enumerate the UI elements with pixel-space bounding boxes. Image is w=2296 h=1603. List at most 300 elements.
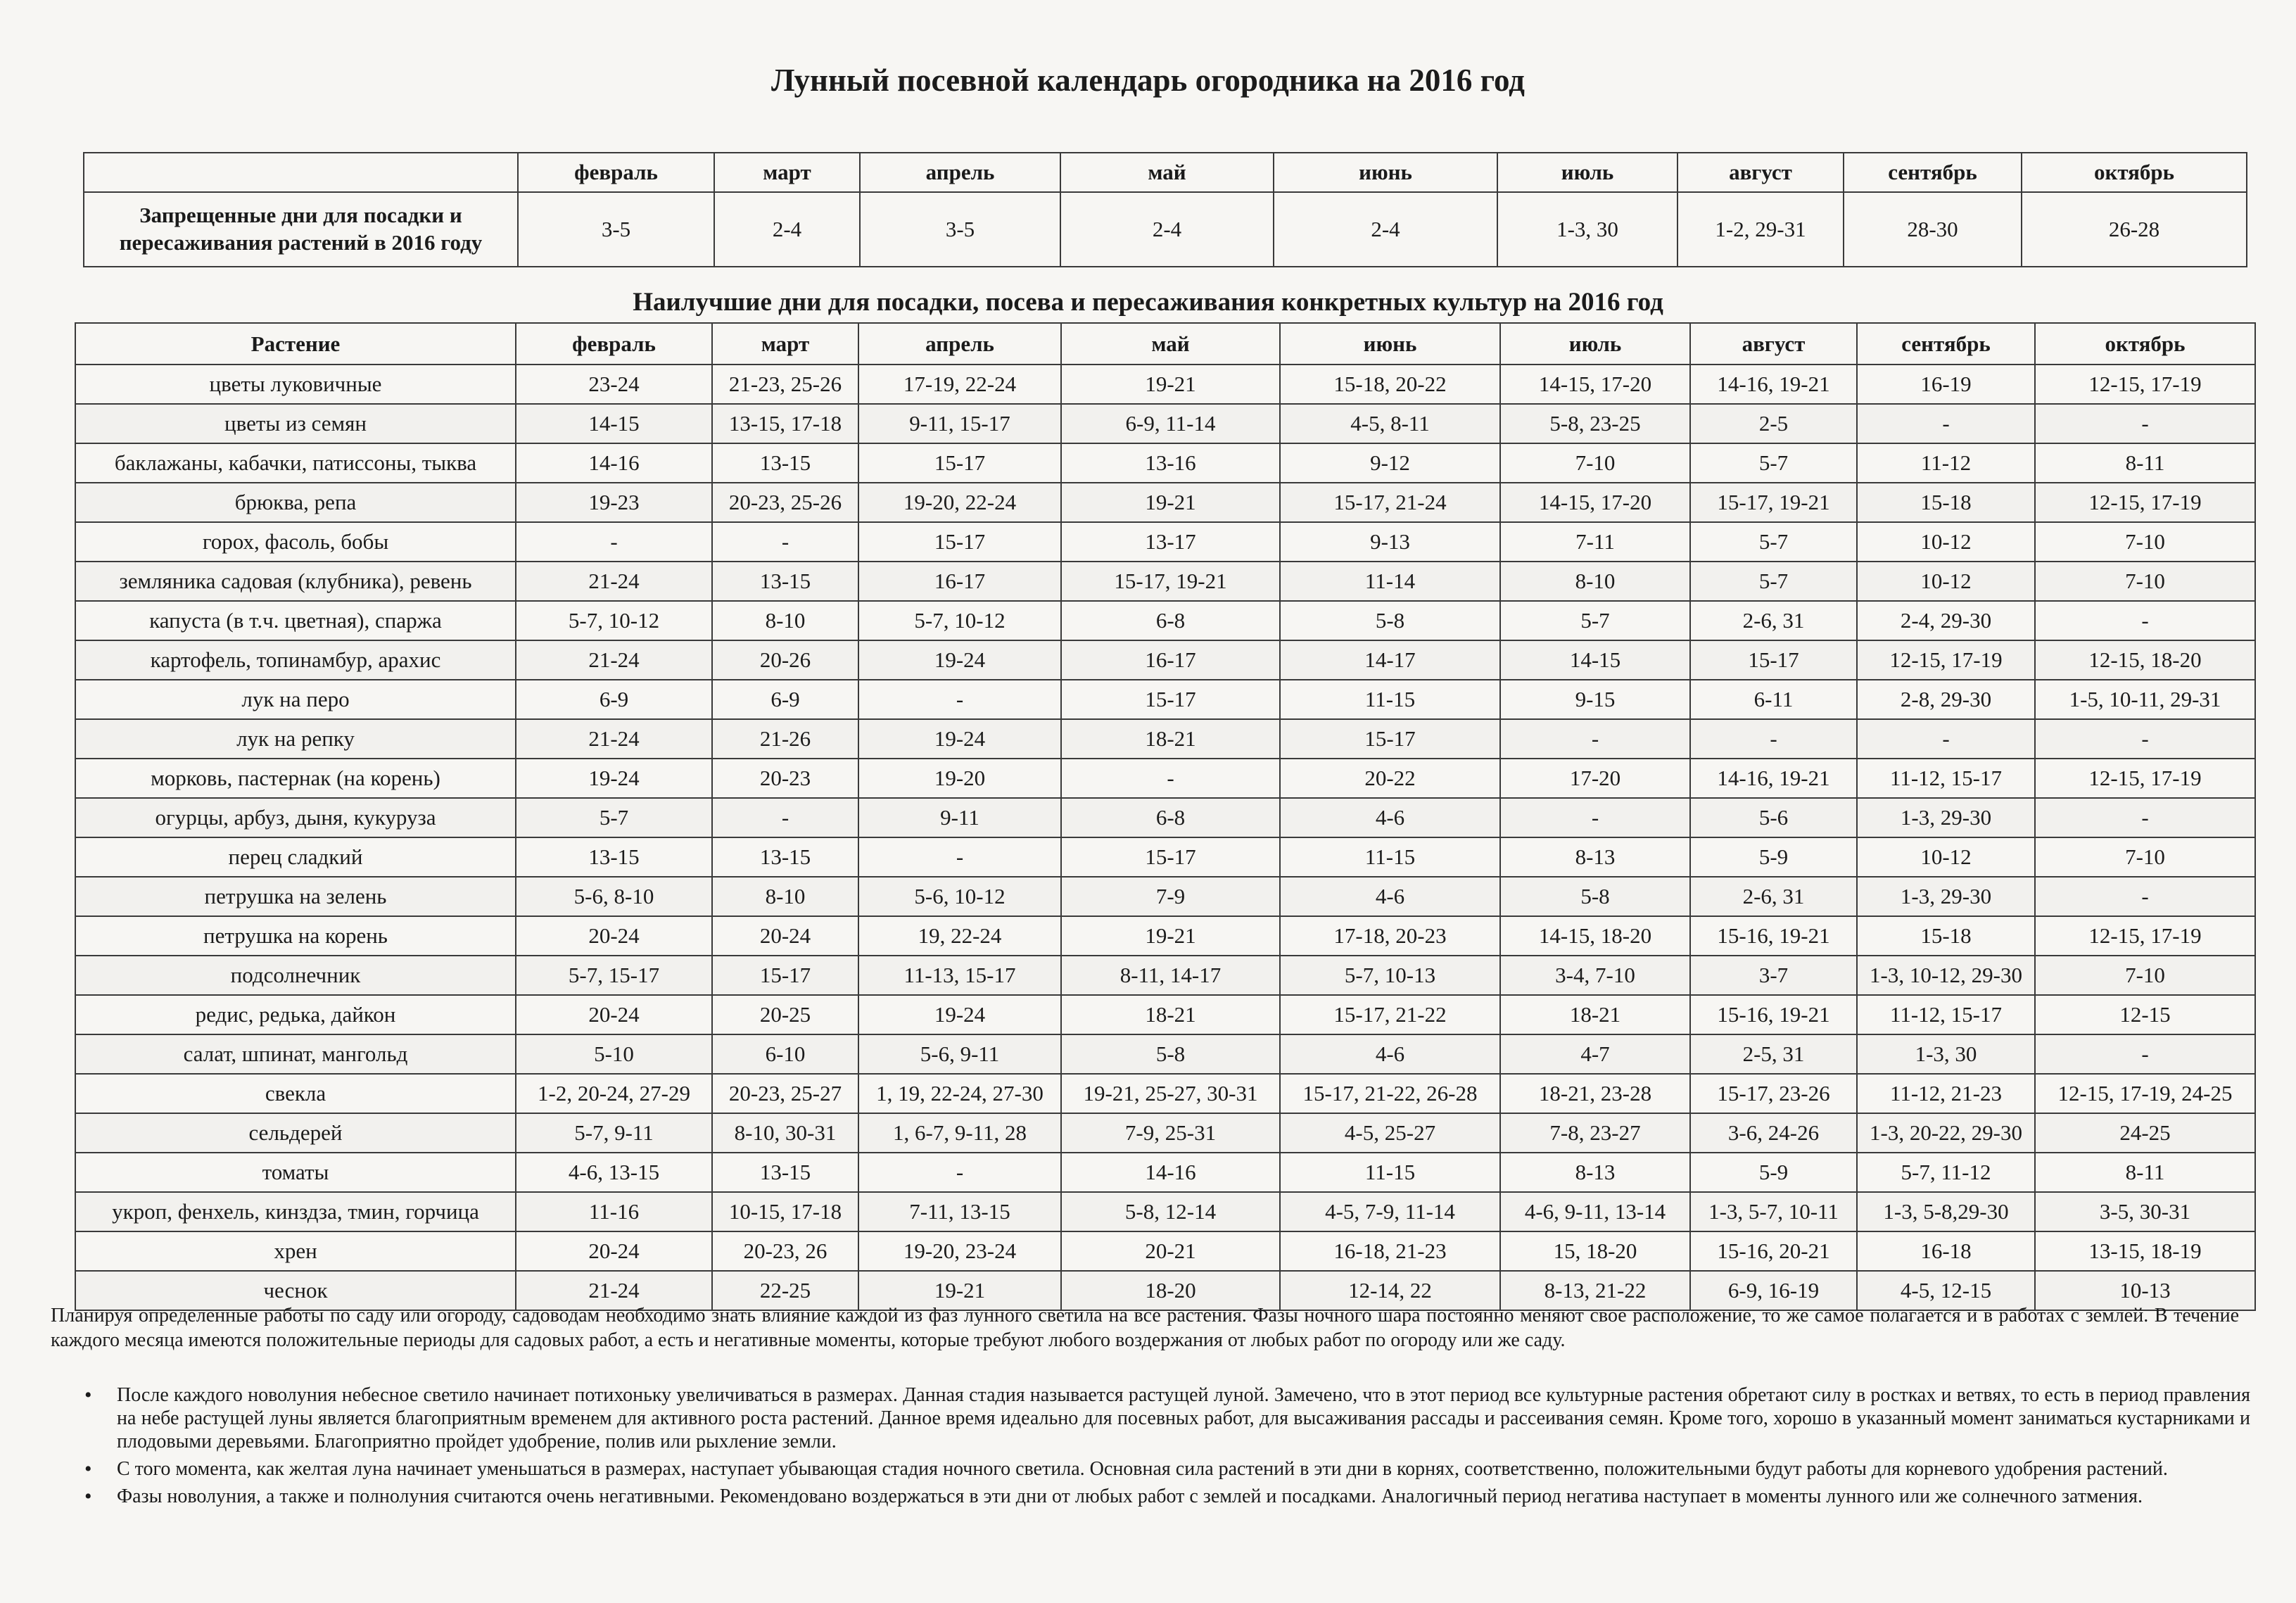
- days-cell: 19-20, 22-24: [858, 483, 1061, 522]
- days-cell: 12-14, 22: [1280, 1271, 1500, 1310]
- days-cell: 4-5, 8-11: [1280, 404, 1500, 443]
- days-cell: 11-15: [1280, 837, 1500, 877]
- days-cell: 3-5, 30-31: [2035, 1192, 2255, 1231]
- days-cell: 4-6: [1280, 798, 1500, 837]
- plant-row: [75, 562, 2255, 601]
- note-waxing-moon: [83, 1383, 2250, 1453]
- days-cell: 18-21, 23-28: [1500, 1074, 1690, 1113]
- days-cell: 13-16: [1061, 443, 1280, 483]
- days-cell: 18-20: [1061, 1271, 1280, 1310]
- plant-row: [75, 365, 2255, 404]
- days-cell: 15-17: [712, 956, 858, 995]
- best-days-table: [75, 322, 2256, 1311]
- days-cell: 2-6, 31: [1690, 877, 1857, 916]
- days-cell: 7-8, 23-27: [1500, 1113, 1690, 1153]
- month-header: апрель: [858, 323, 1061, 365]
- days-cell: 16-17: [1061, 640, 1280, 680]
- days-cell: 8-10, 30-31: [712, 1113, 858, 1153]
- days-cell: 19-24: [858, 719, 1061, 759]
- days-cell: 19-20: [858, 759, 1061, 798]
- days-cell: 20-24: [516, 916, 712, 956]
- days-cell: 5-7, 15-17: [516, 956, 712, 995]
- best-days-body: [75, 365, 2255, 1310]
- days-cell: 1, 19, 22-24, 27-30: [858, 1074, 1061, 1113]
- days-cell: 9-15: [1500, 680, 1690, 719]
- days-cell: 23-24: [516, 365, 712, 404]
- days-cell: 5-7: [1690, 562, 1857, 601]
- days-cell: 20-22: [1280, 759, 1500, 798]
- days-cell: 2-5: [1690, 404, 1857, 443]
- days-cell: 9-13: [1280, 522, 1500, 562]
- month-header: май: [1061, 323, 1280, 365]
- plant-row: [75, 1153, 2255, 1192]
- days-cell: 13-15, 18-19: [2035, 1231, 2255, 1271]
- days-cell: -: [2035, 719, 2255, 759]
- month-header: апрель: [860, 153, 1060, 192]
- days-cell: 14-15, 17-20: [1500, 483, 1690, 522]
- days-cell: 5-6, 8-10: [516, 877, 712, 916]
- days-cell: 20-25: [712, 995, 858, 1034]
- days-cell: 15-17: [858, 443, 1061, 483]
- days-cell: -: [2035, 798, 2255, 837]
- days-cell: 5-7, 10-13: [1280, 956, 1500, 995]
- days-cell: 4-6: [1280, 877, 1500, 916]
- days-cell: 1, 6-7, 9-11, 28: [858, 1113, 1061, 1153]
- days-cell: 14-15: [516, 404, 712, 443]
- plant-name: земляника садовая (клубника), ревень: [75, 562, 516, 601]
- days-cell: 7-9, 25-31: [1061, 1113, 1280, 1153]
- days-cell: 5-8, 23-25: [1500, 404, 1690, 443]
- forbidden-days-cell: 3-5: [860, 192, 1060, 267]
- plant-name: укроп, фенхель, кинздза, тмин, горчица: [75, 1192, 516, 1231]
- days-cell: 13-15: [712, 562, 858, 601]
- note-text: После каждого новолуния небесное светило начинает потихоньку увеличиваться в размерах. Данная стадия называется растущей луной. Замечено, что в этот период все культурные растения обретают силу в ростках и ветвях, то есть в период правления на небе растущей луны является благоприятным временем для активного роста растений. Данное время идеально для посевных работ, для высаживания рассады и рассеивания семян. Кроме того, хорошо в указанный момент заниматься кустарниками и плодовыми деревьями. Благоприятно пройдет удобрение, полив или рыхление земли.: [117, 1384, 2250, 1452]
- plant-name: хрен: [75, 1231, 516, 1271]
- days-cell: 15-17, 19-21: [1061, 562, 1280, 601]
- days-cell: 6-11: [1690, 680, 1857, 719]
- days-cell: 19-21: [1061, 483, 1280, 522]
- plant-name: лук на репку: [75, 719, 516, 759]
- days-cell: 4-6, 9-11, 13-14: [1500, 1192, 1690, 1231]
- plant-name: морковь, пастернак (на корень): [75, 759, 516, 798]
- days-cell: 5-7: [1500, 601, 1690, 640]
- days-cell: -: [1061, 759, 1280, 798]
- days-cell: -: [516, 522, 712, 562]
- days-cell: 15, 18-20: [1500, 1231, 1690, 1271]
- days-cell: 10-12: [1857, 837, 2035, 877]
- days-cell: 19-23: [516, 483, 712, 522]
- days-cell: 15-17, 19-21: [1690, 483, 1857, 522]
- days-cell: 14-16, 19-21: [1690, 365, 1857, 404]
- month-header: июнь: [1274, 153, 1497, 192]
- days-cell: 4-7: [1500, 1034, 1690, 1074]
- days-cell: 11-15: [1280, 680, 1500, 719]
- days-cell: 1-3, 5-7, 10-11: [1690, 1192, 1857, 1231]
- days-cell: -: [712, 522, 858, 562]
- days-cell: 2-8, 29-30: [1857, 680, 2035, 719]
- days-cell: 14-16: [516, 443, 712, 483]
- plant-row: [75, 798, 2255, 837]
- forbidden-days-cell: 2-4: [1274, 192, 1497, 267]
- days-cell: 10-12: [1857, 522, 2035, 562]
- days-cell: 5-6: [1690, 798, 1857, 837]
- days-cell: 15-17: [858, 522, 1061, 562]
- days-cell: 8-10: [712, 877, 858, 916]
- plant-name: салат, шпинат, мангольд: [75, 1034, 516, 1074]
- days-cell: 21-23, 25-26: [712, 365, 858, 404]
- days-cell: 8-13: [1500, 1153, 1690, 1192]
- month-header: май: [1060, 153, 1274, 192]
- month-header: август: [1690, 323, 1857, 365]
- days-cell: 14-16: [1061, 1153, 1280, 1192]
- days-cell: 5-9: [1690, 837, 1857, 877]
- month-header: сентябрь: [1844, 153, 2022, 192]
- days-cell: 12-15, 17-19: [2035, 759, 2255, 798]
- days-cell: 11-16: [516, 1192, 712, 1231]
- note-text: Фазы новолуния, а также и полнолуния считаются очень негативными. Рекомендовано воздержаться в эти дни от любых работ с землей и посадками. Аналогичный период негатива наступает в моменты лунного или же солнечного затмения.: [117, 1485, 2143, 1507]
- days-cell: 5-8: [1500, 877, 1690, 916]
- days-cell: 3-4, 7-10: [1500, 956, 1690, 995]
- plant-name: картофель, топинамбур, арахис: [75, 640, 516, 680]
- days-cell: 12-15, 17-19: [2035, 483, 2255, 522]
- days-cell: 13-15: [712, 1153, 858, 1192]
- days-cell: 15-17: [1280, 719, 1500, 759]
- days-cell: 17-20: [1500, 759, 1690, 798]
- days-cell: 19-21: [858, 1271, 1061, 1310]
- forbidden-days-cell: 2-4: [1060, 192, 1274, 267]
- days-cell: 4-6: [1280, 1034, 1500, 1074]
- days-cell: 10-13: [2035, 1271, 2255, 1310]
- days-cell: -: [2035, 601, 2255, 640]
- plant-row: [75, 404, 2255, 443]
- days-cell: 2-5, 31: [1690, 1034, 1857, 1074]
- plant-row: [75, 522, 2255, 562]
- days-cell: 5-7: [516, 798, 712, 837]
- days-cell: 4-5, 25-27: [1280, 1113, 1500, 1153]
- days-cell: 14-16, 19-21: [1690, 759, 1857, 798]
- days-cell: 8-13, 21-22: [1500, 1271, 1690, 1310]
- forbidden-header-row: [84, 153, 2247, 192]
- days-cell: 5-8, 12-14: [1061, 1192, 1280, 1231]
- days-cell: 5-6, 10-12: [858, 877, 1061, 916]
- days-cell: 11-12, 21-23: [1857, 1074, 2035, 1113]
- days-cell: 18-21: [1061, 719, 1280, 759]
- note-new-full-moon: [83, 1485, 2250, 1508]
- plant-row: [75, 877, 2255, 916]
- days-cell: 21-24: [516, 1271, 712, 1310]
- days-cell: 1-3, 29-30: [1857, 798, 2035, 837]
- days-cell: 21-24: [516, 640, 712, 680]
- days-cell: 19-24: [858, 995, 1061, 1034]
- days-cell: 12-15, 17-19: [2035, 365, 2255, 404]
- days-cell: 5-7, 10-12: [516, 601, 712, 640]
- days-cell: 7-10: [2035, 956, 2255, 995]
- days-cell: 9-11, 15-17: [858, 404, 1061, 443]
- days-cell: 10-12: [1857, 562, 2035, 601]
- days-cell: 12-15: [2035, 995, 2255, 1034]
- days-cell: 19-24: [858, 640, 1061, 680]
- days-cell: 7-9: [1061, 877, 1280, 916]
- days-cell: 14-15, 17-20: [1500, 365, 1690, 404]
- best-header-row: [75, 323, 2255, 365]
- days-cell: 15-17: [1061, 680, 1280, 719]
- days-cell: 19-20, 23-24: [858, 1231, 1061, 1271]
- bullet-icon: •: [84, 1383, 92, 1407]
- month-header: октябрь: [2022, 153, 2247, 192]
- days-cell: 7-10: [1500, 443, 1690, 483]
- days-cell: 19-21, 25-27, 30-31: [1061, 1074, 1280, 1113]
- days-cell: 12-15, 17-19: [2035, 916, 2255, 956]
- days-cell: 7-11: [1500, 522, 1690, 562]
- days-cell: 4-5, 7-9, 11-14: [1280, 1192, 1500, 1231]
- days-cell: 14-15, 18-20: [1500, 916, 1690, 956]
- days-cell: -: [1690, 719, 1857, 759]
- days-cell: 13-17: [1061, 522, 1280, 562]
- days-cell: 8-11: [2035, 443, 2255, 483]
- plant-row: [75, 1074, 2255, 1113]
- note-text: С того момента, как желтая луна начинает уменьшаться в размерах, наступает убывающая стадия ночного светила. Основная сила растений в эти дни в корнях, соответственно, положительными будут работы для корневого удобрения растений.: [117, 1458, 2168, 1480]
- days-cell: 5-7: [1690, 443, 1857, 483]
- days-cell: 1-2, 20-24, 27-29: [516, 1074, 712, 1113]
- month-header: март: [714, 153, 860, 192]
- days-cell: 15-16, 20-21: [1690, 1231, 1857, 1271]
- days-cell: 6-9: [516, 680, 712, 719]
- days-cell: 15-16, 19-21: [1690, 916, 1857, 956]
- days-cell: 7-10: [2035, 522, 2255, 562]
- plant-name: горох, фасоль, бобы: [75, 522, 516, 562]
- days-cell: -: [858, 1153, 1061, 1192]
- days-cell: 14-17: [1280, 640, 1500, 680]
- days-cell: 6-9, 11-14: [1061, 404, 1280, 443]
- days-cell: 19-21: [1061, 916, 1280, 956]
- days-cell: 7-10: [2035, 562, 2255, 601]
- days-cell: 16-18, 21-23: [1280, 1231, 1500, 1271]
- days-cell: 19-21: [1061, 365, 1280, 404]
- bullet-icon: •: [84, 1457, 92, 1481]
- plant-name: сельдерей: [75, 1113, 516, 1153]
- days-cell: 1-5, 10-11, 29-31: [2035, 680, 2255, 719]
- plant-name: петрушка на корень: [75, 916, 516, 956]
- days-cell: 3-7: [1690, 956, 1857, 995]
- days-cell: 2-6, 31: [1690, 601, 1857, 640]
- plant-row: [75, 1034, 2255, 1074]
- month-header: июль: [1497, 153, 1677, 192]
- days-cell: 8-10: [712, 601, 858, 640]
- plant-name: цветы из семян: [75, 404, 516, 443]
- note-waning-moon: [83, 1457, 2250, 1481]
- days-cell: 15-17, 21-22, 26-28: [1280, 1074, 1500, 1113]
- plant-row: [75, 759, 2255, 798]
- days-cell: 9-11: [858, 798, 1061, 837]
- plant-name: цветы луковичные: [75, 365, 516, 404]
- days-cell: 4-6, 13-15: [516, 1153, 712, 1192]
- days-cell: 1-3, 5-8,29-30: [1857, 1192, 2035, 1231]
- days-cell: -: [2035, 877, 2255, 916]
- days-cell: 17-19, 22-24: [858, 365, 1061, 404]
- days-cell: 4-5, 12-15: [1857, 1271, 2035, 1310]
- days-cell: 5-8: [1061, 1034, 1280, 1074]
- days-cell: -: [1500, 798, 1690, 837]
- plant-row: [75, 956, 2255, 995]
- plant-name: томаты: [75, 1153, 516, 1192]
- days-cell: 20-24: [516, 1231, 712, 1271]
- forbidden-label: Запрещенные дни для посадки и пересаживания растений в 2016 году: [84, 192, 518, 267]
- days-cell: 1-3, 30: [1857, 1034, 2035, 1074]
- days-cell: 21-26: [712, 719, 858, 759]
- plant-row: [75, 640, 2255, 680]
- month-header: июнь: [1280, 323, 1500, 365]
- days-cell: 22-25: [712, 1271, 858, 1310]
- days-cell: 6-8: [1061, 798, 1280, 837]
- days-cell: 6-9: [712, 680, 858, 719]
- days-cell: 8-13: [1500, 837, 1690, 877]
- month-header: октябрь: [2035, 323, 2255, 365]
- days-cell: 16-19: [1857, 365, 2035, 404]
- days-cell: 12-15, 18-20: [2035, 640, 2255, 680]
- days-cell: -: [858, 837, 1061, 877]
- days-cell: 15-18: [1857, 483, 2035, 522]
- days-cell: 12-15, 17-19: [1857, 640, 2035, 680]
- forbidden-days-table: [83, 152, 2247, 267]
- days-cell: 5-7, 9-11: [516, 1113, 712, 1153]
- days-cell: 13-15: [712, 837, 858, 877]
- days-cell: -: [1857, 404, 2035, 443]
- days-cell: 7-10: [2035, 837, 2255, 877]
- plant-row: [75, 837, 2255, 877]
- days-cell: 20-23: [712, 759, 858, 798]
- days-cell: 15-16, 19-21: [1690, 995, 1857, 1034]
- forbidden-row: [84, 192, 2247, 267]
- plant-row: [75, 916, 2255, 956]
- month-header: сентябрь: [1857, 323, 2035, 365]
- days-cell: 14-15: [1500, 640, 1690, 680]
- days-cell: 20-23, 25-26: [712, 483, 858, 522]
- days-cell: 20-26: [712, 640, 858, 680]
- month-header: февраль: [516, 323, 712, 365]
- plant-name: подсолнечник: [75, 956, 516, 995]
- days-cell: 9-12: [1280, 443, 1500, 483]
- forbidden-days-cell: 28-30: [1844, 192, 2022, 267]
- month-header: июль: [1500, 323, 1690, 365]
- days-cell: 5-7: [1690, 522, 1857, 562]
- plant-name: перец сладкий: [75, 837, 516, 877]
- plant-row: [75, 719, 2255, 759]
- days-cell: 13-15: [516, 837, 712, 877]
- days-cell: -: [2035, 404, 2255, 443]
- days-cell: 5-9: [1690, 1153, 1857, 1192]
- days-cell: 5-10: [516, 1034, 712, 1074]
- month-header: август: [1677, 153, 1844, 192]
- plant-name: баклажаны, кабачки, патиссоны, тыква: [75, 443, 516, 483]
- forbidden-days-cell: 2-4: [714, 192, 860, 267]
- plant-header: Растение: [75, 323, 516, 365]
- days-cell: 15-17, 23-26: [1690, 1074, 1857, 1113]
- forbidden-days-cell: 3-5: [518, 192, 714, 267]
- intro-note: Планируя определенные работы по саду или огороду, садоводам необходимо знать влияние каждой из фаз лунного светила на все растения. Фазы ночного шара постоянно меняют свое расположение, то же самое полагается и в работах с землей. В течение каждого месяца имеются положительные периоды для садовых работ, а есть и негативные моменты, которые требуют любого воздержания от любых работ по огороду или же саду.: [51, 1305, 2239, 1351]
- days-cell: -: [712, 798, 858, 837]
- page-title: Лунный посевной календарь огородника на 2016 год: [771, 63, 1525, 98]
- days-cell: 15-17, 21-24: [1280, 483, 1500, 522]
- days-cell: 15-17: [1690, 640, 1857, 680]
- days-cell: 19, 22-24: [858, 916, 1061, 956]
- moon-phase-notes: [83, 1383, 2250, 1512]
- days-cell: 11-12: [1857, 443, 2035, 483]
- plant-row: [75, 1113, 2255, 1153]
- best-days-title: Наилучшие дни для посадки, посева и пересаживания конкретных культур на 2016 год: [633, 288, 1663, 317]
- bullet-icon: •: [84, 1485, 92, 1508]
- days-cell: 3-6, 24-26: [1690, 1113, 1857, 1153]
- days-cell: 17-18, 20-23: [1280, 916, 1500, 956]
- plant-row: [75, 1192, 2255, 1231]
- days-cell: 6-9, 16-19: [1690, 1271, 1857, 1310]
- days-cell: 5-7, 11-12: [1857, 1153, 2035, 1192]
- forbidden-days-cell: 26-28: [2022, 192, 2247, 267]
- forbidden-corner-cell: [84, 153, 518, 192]
- days-cell: 19-24: [516, 759, 712, 798]
- days-cell: 16-17: [858, 562, 1061, 601]
- days-cell: 6-8: [1061, 601, 1280, 640]
- days-cell: 5-6, 9-11: [858, 1034, 1061, 1074]
- days-cell: 16-18: [1857, 1231, 2035, 1271]
- plant-row: [75, 601, 2255, 640]
- days-cell: 20-21: [1061, 1231, 1280, 1271]
- month-header: февраль: [518, 153, 714, 192]
- days-cell: 18-21: [1500, 995, 1690, 1034]
- days-cell: 13-15, 17-18: [712, 404, 858, 443]
- days-cell: 8-11, 14-17: [1061, 956, 1280, 995]
- days-cell: 5-8: [1280, 601, 1500, 640]
- days-cell: -: [1500, 719, 1690, 759]
- days-cell: 11-15: [1280, 1153, 1500, 1192]
- plant-name: огурцы, арбуз, дыня, кукуруза: [75, 798, 516, 837]
- month-header: март: [712, 323, 858, 365]
- days-cell: 8-11: [2035, 1153, 2255, 1192]
- plant-name: чеснок: [75, 1271, 516, 1310]
- days-cell: 11-13, 15-17: [858, 956, 1061, 995]
- days-cell: 2-4, 29-30: [1857, 601, 2035, 640]
- days-cell: 12-15, 17-19, 24-25: [2035, 1074, 2255, 1113]
- days-cell: 15-17: [1061, 837, 1280, 877]
- plant-name: брюква, репа: [75, 483, 516, 522]
- days-cell: -: [858, 680, 1061, 719]
- forbidden-days-cell: 1-2, 29-31: [1677, 192, 1844, 267]
- plant-row: [75, 483, 2255, 522]
- days-cell: 21-24: [516, 562, 712, 601]
- days-cell: 20-24: [712, 916, 858, 956]
- days-cell: 21-24: [516, 719, 712, 759]
- plant-name: петрушка на зелень: [75, 877, 516, 916]
- plant-row: [75, 995, 2255, 1034]
- days-cell: 1-3, 20-22, 29-30: [1857, 1113, 2035, 1153]
- days-cell: 11-14: [1280, 562, 1500, 601]
- days-cell: -: [1857, 719, 2035, 759]
- plant-row: [75, 443, 2255, 483]
- days-cell: 1-3, 29-30: [1857, 877, 2035, 916]
- days-cell: 13-15: [712, 443, 858, 483]
- days-cell: 6-10: [712, 1034, 858, 1074]
- plant-name: свекла: [75, 1074, 516, 1113]
- plant-row: [75, 680, 2255, 719]
- days-cell: 18-21: [1061, 995, 1280, 1034]
- days-cell: 24-25: [2035, 1113, 2255, 1153]
- days-cell: 1-3, 10-12, 29-30: [1857, 956, 2035, 995]
- plant-name: капуста (в т.ч. цветная), спаржа: [75, 601, 516, 640]
- plant-name: лук на перо: [75, 680, 516, 719]
- days-cell: -: [2035, 1034, 2255, 1074]
- days-cell: 20-23, 25-27: [712, 1074, 858, 1113]
- days-cell: 7-11, 13-15: [858, 1192, 1061, 1231]
- days-cell: 11-12, 15-17: [1857, 995, 2035, 1034]
